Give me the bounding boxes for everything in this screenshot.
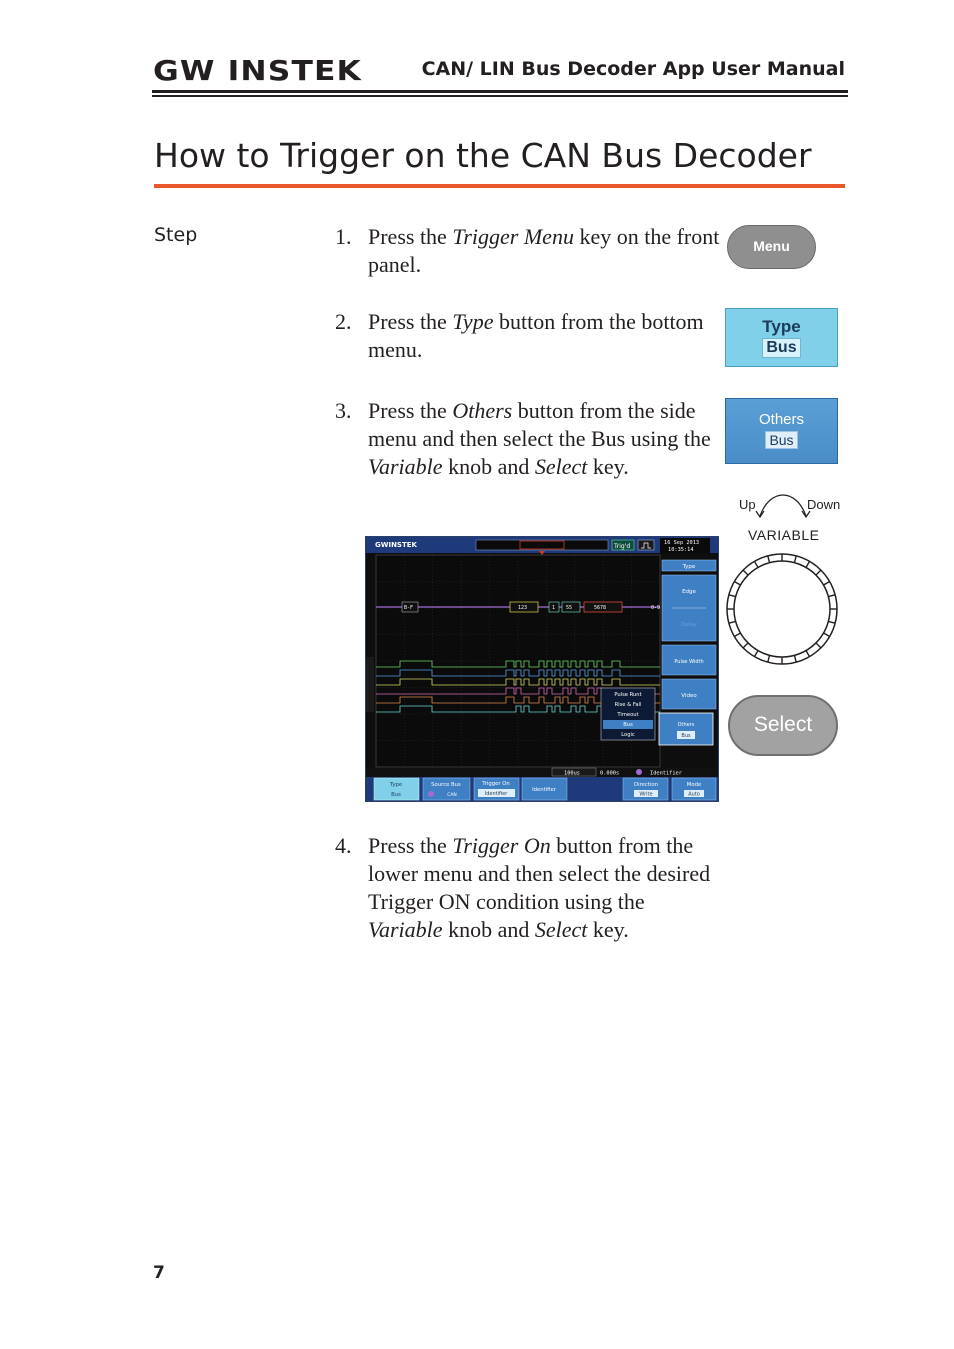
section-underline <box>154 184 845 188</box>
step-number: 3. <box>335 398 352 423</box>
svg-text:Bus: Bus <box>391 792 401 798</box>
svg-text:Auto: Auto <box>688 791 700 798</box>
bus-label-id: 123 <box>518 605 528 611</box>
svg-text:Write: Write <box>639 791 653 798</box>
trigger-on-label: Identifier <box>650 770 682 777</box>
svg-text:Type: Type <box>389 782 403 788</box>
acquire-icon <box>638 540 654 550</box>
step-text: Press the Trigger On button from the lower menu and then select the desired Trigger ON condition using the Variable knob and Select key. <box>368 833 711 942</box>
svg-text:Rise & Fall: Rise & Fall <box>614 702 642 708</box>
bus-label-dlc: 1 <box>552 605 556 611</box>
others-softkey-value: Bus <box>765 431 797 449</box>
bus-label-next: 0-9 <box>651 605 661 611</box>
variable-down-label: Down <box>807 497 841 512</box>
trig-status: Trig'd <box>614 543 631 550</box>
svg-text:Pulse Runt: Pulse Runt <box>614 692 642 698</box>
memory-bar <box>476 540 608 550</box>
timebase-label: 100us <box>564 770 580 777</box>
scope-display <box>366 537 718 801</box>
svg-text:Source Bus: Source Bus <box>431 782 461 788</box>
page-number: 7 <box>153 1263 165 1283</box>
trigger-delay-label: 0.000s <box>600 770 620 777</box>
bus-label-data: 55 <box>566 605 573 611</box>
scope-logo: GWINSTEK <box>375 541 417 549</box>
side-menu-delay-label: Delay <box>681 622 697 628</box>
menu-key[interactable]: Menu <box>727 225 816 269</box>
oscilloscope-screen <box>365 536 719 802</box>
side-menu-others-value: Bus <box>681 733 691 739</box>
svg-text:CAN: CAN <box>447 793 457 798</box>
svg-text:Mode: Mode <box>686 782 702 788</box>
channel-labels <box>366 657 374 712</box>
svg-text:Logic: Logic <box>621 732 635 738</box>
gw-instek-logo: GW INSTEK <box>153 54 362 87</box>
side-menu-others <box>659 713 713 745</box>
svg-text:Identifier: Identifier <box>484 791 508 797</box>
type-softkey-label: Type <box>762 317 801 336</box>
side-menu-video-label: Video <box>681 693 697 699</box>
side-menu-edge-label: Edge <box>682 589 696 595</box>
step-label: Step <box>154 224 198 246</box>
step-number: 1. <box>335 224 352 249</box>
svg-text:Trigger On: Trigger On <box>482 781 510 787</box>
bus-label-crc: 5678 <box>594 605 607 611</box>
side-menu-others-label: Others <box>677 722 695 728</box>
type-softkey[interactable] <box>725 308 838 367</box>
others-softkey[interactable] <box>725 398 838 464</box>
step-number: 4. <box>335 833 352 858</box>
side-menu-type-label: Type <box>682 564 696 570</box>
section-title: How to Trigger on the CAN Bus Decoder <box>154 136 812 175</box>
variable-knob-icon[interactable] <box>725 552 839 666</box>
variable-knob-label: VARIABLE <box>748 527 820 543</box>
svg-text:Timeout: Timeout <box>617 712 639 718</box>
step-text: Press the Trigger Menu key on the front panel. <box>368 224 720 277</box>
header-rule <box>152 90 848 93</box>
header-rule-thin <box>152 95 848 97</box>
svg-text:Identifier: Identifier <box>532 787 556 793</box>
step-text: Press the Type button from the bottom menu. <box>368 309 704 362</box>
others-popup <box>601 688 655 740</box>
step-number: 2. <box>335 309 352 334</box>
others-softkey-label: Others <box>758 411 804 428</box>
variable-up-label: Up <box>739 497 756 512</box>
variable-arrows-icon <box>748 490 820 524</box>
type-softkey-value: Bus <box>762 338 800 358</box>
manual-title: CAN/ LIN Bus Decoder App User Manual <box>421 58 845 80</box>
side-menu-pulse-width-label: Pulse Width <box>674 659 704 665</box>
bus-label-bf: B-F <box>404 605 414 611</box>
step-text: Press the Others button from the side menu and then select the Bus using the Variable knob and Select key. <box>368 398 711 479</box>
svg-text:Bus: Bus <box>623 722 633 728</box>
select-key[interactable]: Select <box>728 695 838 756</box>
svg-text:Direction: Direction <box>634 782 658 788</box>
scope-time: 10:35:14 <box>668 547 694 553</box>
scope-date: 16 Sep 2013 <box>664 540 700 546</box>
